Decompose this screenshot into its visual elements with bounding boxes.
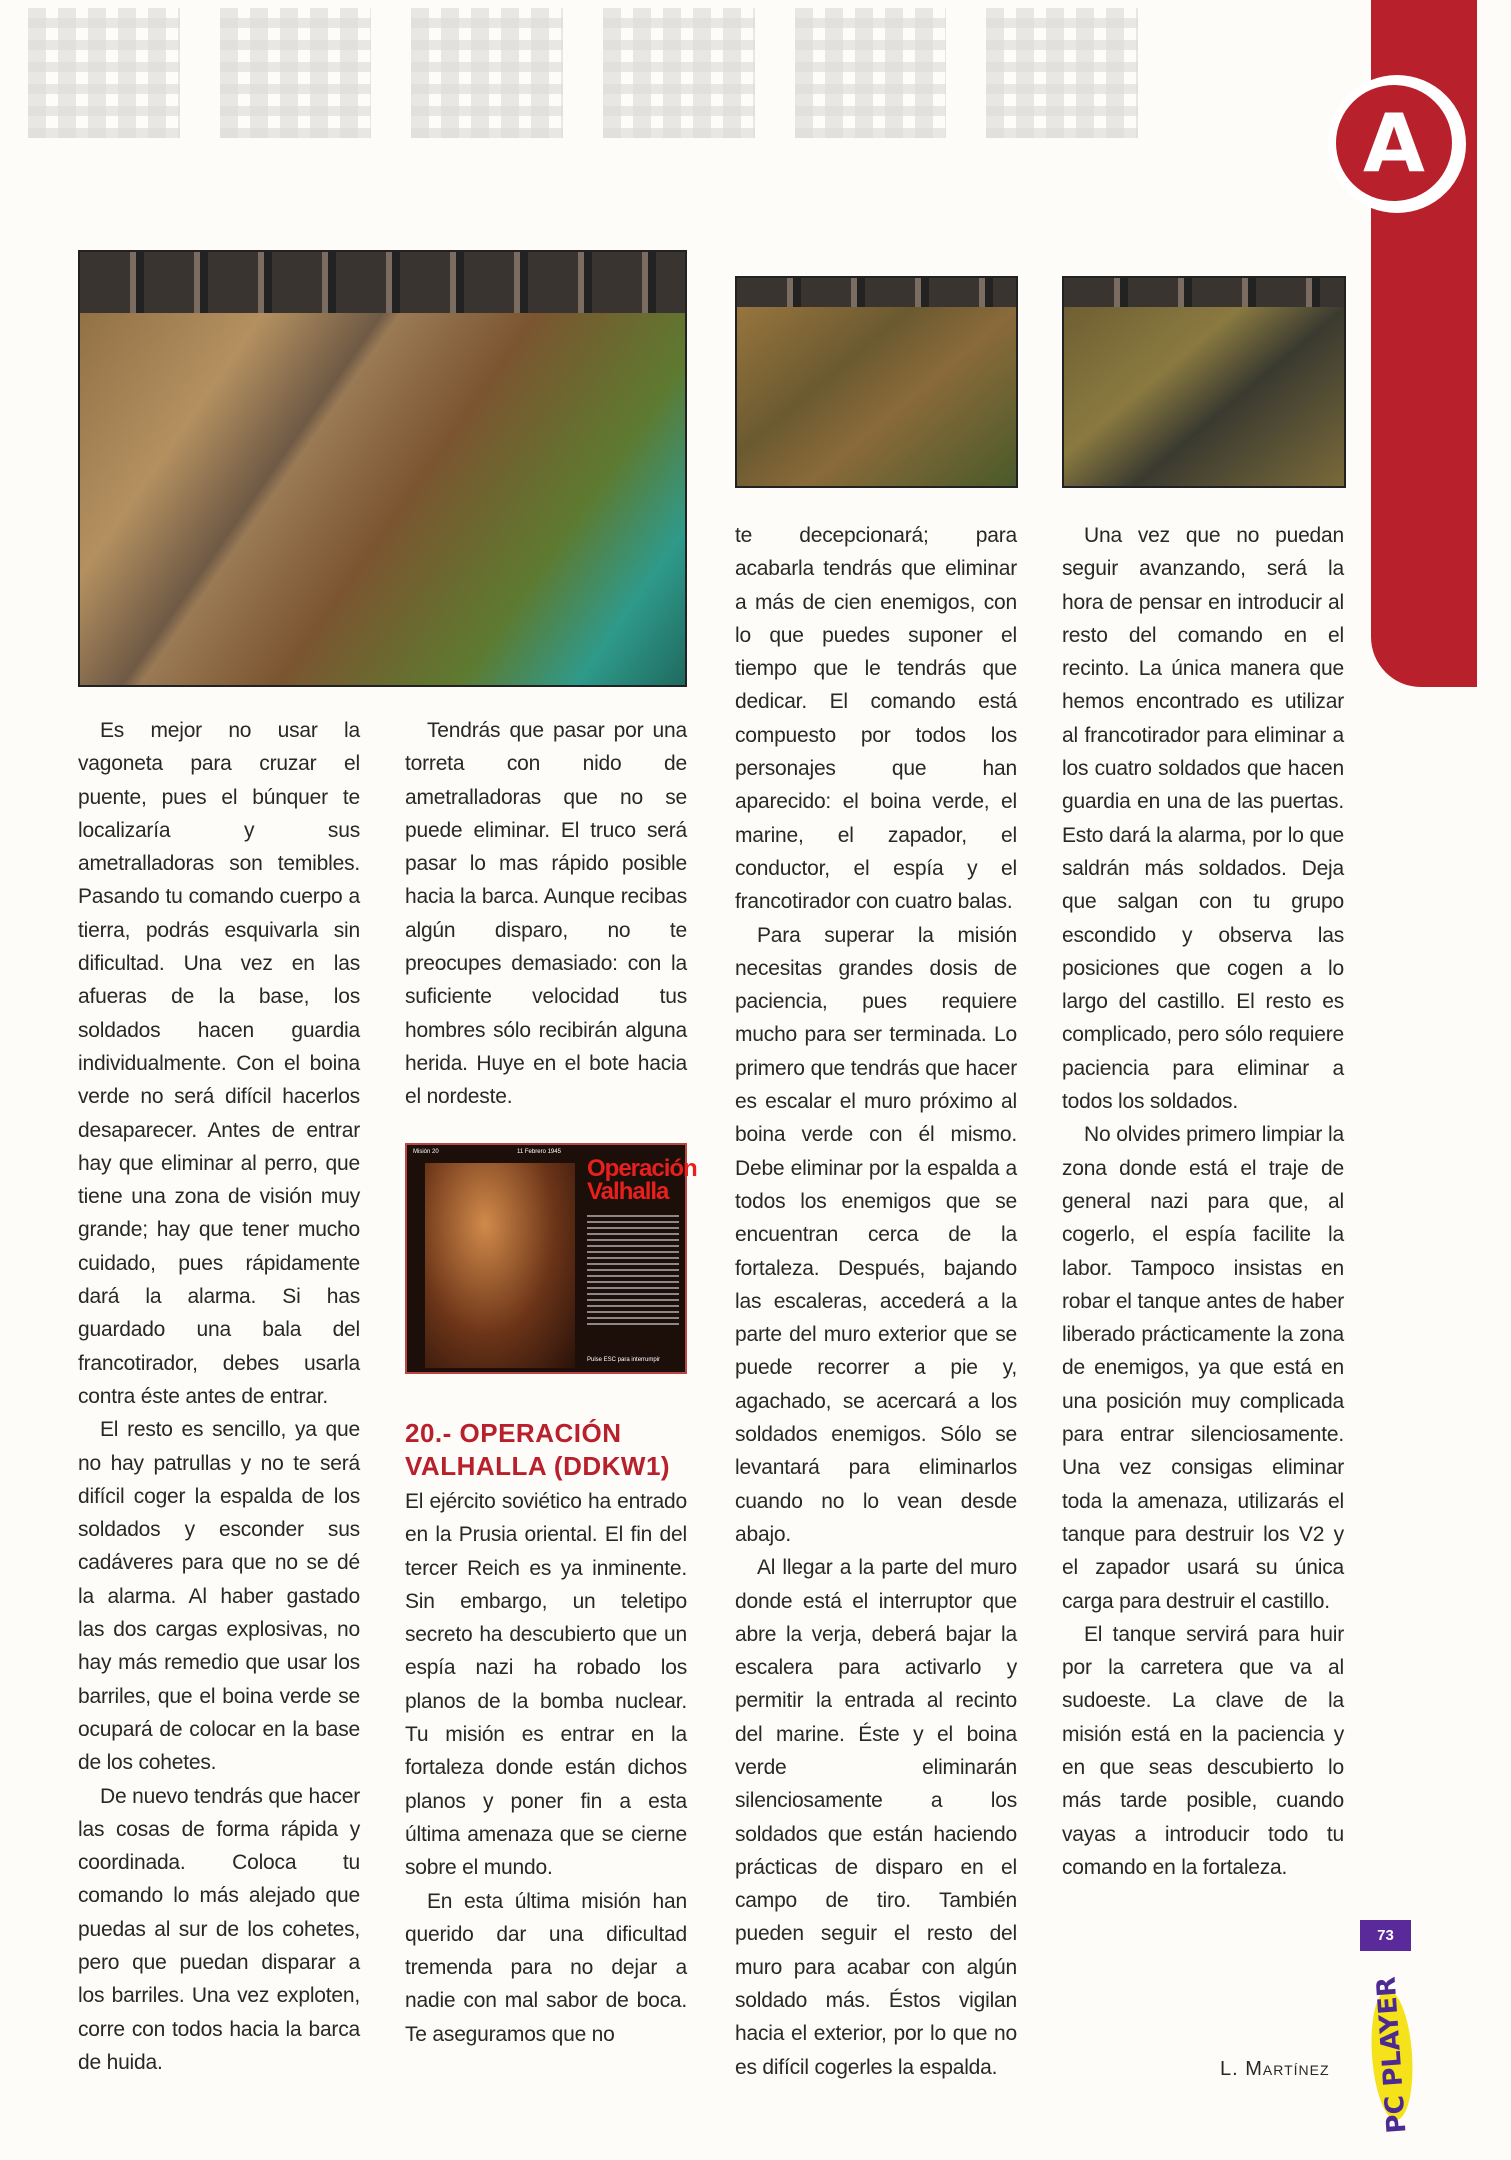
paragraph: De nuevo tendrás que hacer las cosas de forma rápida y coordinada. Coloca tu comando lo más alejado que puedas al sur de los cohetes, pero que puedan disparar a los barriles. Una vez exploten, corre con todos hacia la barca de huida. [78, 1784, 360, 2074]
paragraph: Al llegar a la parte del muro donde está el interruptor que abre la verja, deberá bajar la escalera para activarlo y permitir la entrada al recinto del marine. Éste y el boina verde eliminarán silenciosamente a los soldados que están haciendo prácticas de disparo en el campo de tiro. También pueden seguir el resto del muro para acabar con algún soldado más. Éstos vigilan hacia el exterior, por lo que no es difícil cogerles la espalda. [735, 1556, 1017, 2079]
paragraph: No olvides primero limpiar la zona donde está el traje de general nazi para que, al cogerlo, el espía facilite la labor. Tampoco insistas en robar el tanque antes de haber liberado prácticamente la zona de enemigos, ya que está en una posición muy complicada para entrar silenciosamente. Una vez consigas eliminar toda la amenaza, utilizarás el tanque para destruir los V2 y el zapador usará su única carga para destruir el castillo. [1062, 1123, 1344, 1613]
paragraph: Tendrás que pasar por una torreta con nido de ametralladoras que no se puede eliminar. El truco será pasar lo mas rápido posible hacia la barca. Aunque recibas algún disparo, no te preocupes demasiado: con la suficiente velocidad tus hombres sólo recibirán alguna herida. Huye en el bote hacia el nordeste. [405, 719, 687, 1109]
paragraph: te decepcionará; para acabarla tendrás que eliminar a más de cien enemigos, con lo que puedes suponer el tiempo que le tendrás que dedicar. El comando está compuesto por todos los personajes que han aparecido: el boina verde, el marine, el zapador, el conductor, el espía y el francotirador con cuatro balas. [735, 524, 1017, 914]
paragraph: En esta última misión han querido dar una dificultad tremenda para no dejar a nadie con mal sabor de boca. Te aseguramos que no [405, 1889, 687, 2046]
page-number: 73 [1360, 1920, 1411, 1951]
magazine-logo-text: PC PLAYER [1371, 1975, 1413, 2135]
section-heading: 20.- OPERACIÓN VALHALLA (DDKW1) [405, 1418, 671, 1481]
section-badge: A [1336, 85, 1452, 201]
game-screenshot-castle [78, 250, 687, 687]
article-column-4 [1062, 519, 1344, 1884]
paragraph: El ejército soviético ha entrado en la Prusia oriental. El fin del tercer Reich es ya inminente. Sin embargo, un teletipo secreto ha descubierto que un espía nazi ha robado los planos de la bomba nuclear. Tu misión es entrar en la fortaleza donde están dichos planos y poner fin a esta última amenaza que se cierne sobre el mundo. [405, 1490, 687, 1880]
mission-briefing-screenshot [405, 1143, 697, 1374]
briefing-text [587, 1215, 679, 1325]
article-column-3 [735, 519, 1017, 2084]
paragraph: El tanque servirá para huir por la carretera que va al sudoeste. La clave de la misión está en la paciencia y en que seas descubierto lo más tarde posible, cuando vayas a introducir todo tu comando en la fortaleza. [1062, 1622, 1344, 1879]
mission-title: Operación Valhalla [587, 1155, 697, 1205]
mission-number: Misión 20 [413, 1149, 439, 1155]
article-column-1 [78, 714, 360, 2079]
paragraph: Una vez que no puedan seguir avanzando, será la hora de pensar en introducir al resto del comando en el recinto. La única manera que hemos encontrado es utilizar al francotirador para eliminar a los cuatro soldados que hacen guardia en una de las puertas. Esto dará la alarma, por lo que saldrán más soldados. Deja que salgan con tu grupo escondido y observa las posiciones que cogen a lo largo del castillo. El resto es complicado, pero sólo requiere paciencia para eliminar a todos los soldados. [1062, 524, 1344, 1114]
game-screenshot-tank [1062, 276, 1346, 488]
paragraph: Es mejor no usar la vagoneta para cruzar el puente, pues el búnquer te localizaría y sus ametralladoras son temibles. Pasando tu comando cuerpo a tierra, podrás esquivarla sin dificultad. Una vez en las afueras de la base, los soldados hacen guardia individualmente. Con el boina verde no será difícil hacerlos desaparecer. Antes de entrar hay que eliminar al perro, que tiene una zona de visión muy grande; hay que tener mucho cuidado, pues rápidamente dará la alarma. Si has guardado una bala del francotirador, debes usarla contra éste antes de entrar. [78, 719, 360, 1408]
briefing-footer: Pulse ESC para interrumpir [587, 1357, 661, 1363]
article-column-2 [405, 714, 687, 1114]
paragraph: El resto es sencillo, ya que no hay patrullas y no te será difícil coger la espalda de los soldados y esconder sus cadáveres para que no se dé la alarma. Al haber gastado las dos cargas explosivas, no hay más remedio que usar los barriles, que el boina verde se ocupará de colocar en la base de los cohetes. [78, 1418, 360, 1775]
briefing-photo [425, 1163, 575, 1368]
paragraph: Para superar la misión necesitas grandes dosis de paciencia, pues requiere mucho para ser terminada. Lo primero que tendrás que hacer es escalar el muro próximo al boina verde con él mismo. Debe eliminar por la espalda a todos los enemigos que se encuentran cerca de la fortaleza. Después, bajando las escaleras, accederá a la parte del muro exterior que se puede recorrer a pie y, agachado, se acercará a los soldados enemigos. Sólo se levantará para eliminarlos cuando no lo vean desde abajo. [735, 923, 1017, 1546]
mission-date: 11 Febrero 1945 [517, 1149, 561, 1155]
author-signature: L. Martínez [1220, 2058, 1330, 2080]
article-column-2-lower [405, 1405, 687, 2051]
game-screenshot-courtyard [735, 276, 1018, 488]
header-watermark [28, 8, 1138, 138]
magazine-logo [1368, 1975, 1417, 2135]
